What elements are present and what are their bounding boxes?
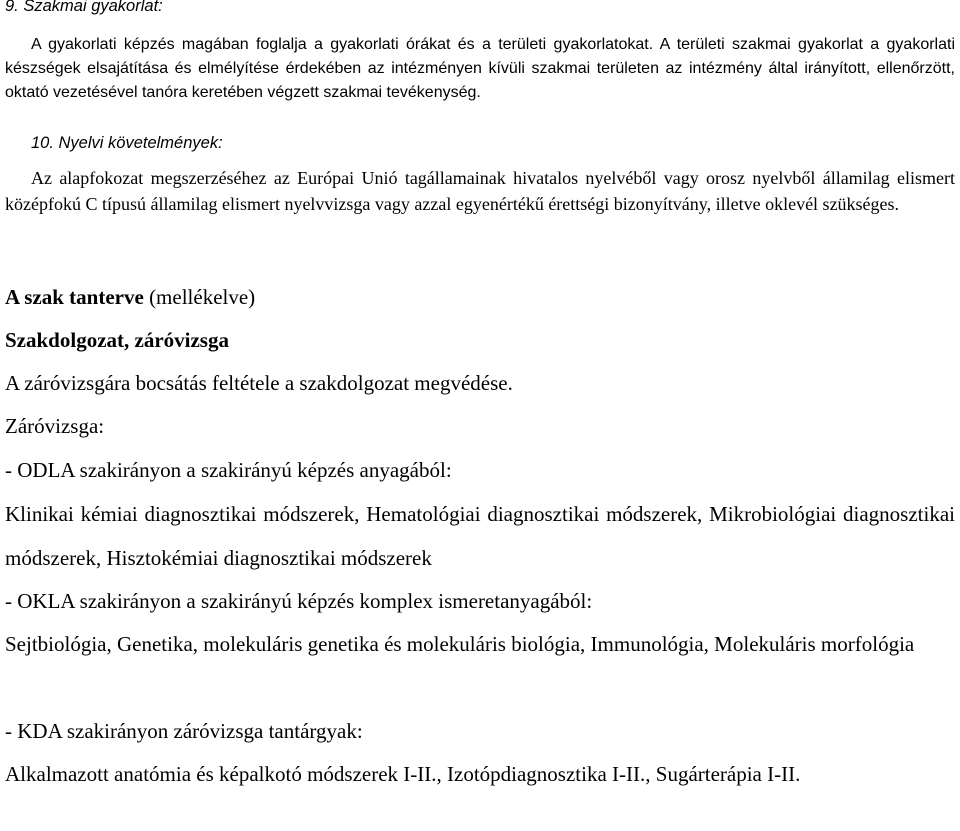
paragraph-nyelvi-kovetelmenyek: Az alapfokozat megszerzéséhez az Európai Unió tagállamainak hivatalos nyelvéből vagy orosz nyelvből államilag elismert középfokú C típusú államilag elismert nyelvvizsga vagy azzal egyenértékű érettségi bizonyítvány, illetve oklevél szükséges. (5, 168, 955, 214)
zarovizsga-condition: A záróvizsgára bocsátás feltétele a szakdolgozat megvédése. (5, 371, 513, 395)
paragraph-szakmai-gyakorlat: A gyakorlati képzés magában foglalja a gyakorlati órákat és a területi gyakorlatokat. A területi szakmai gyakorlat a gyakorlati készségek elsajátítása és elmélyítése érdekében az intézményen kívüli szakmai területen az intézmény által irányított, ellenőrzött, oktató vezetésével tanóra keretében végzett szakmai tevékenység. (5, 36, 955, 101)
szakdolgozat-heading: Szakdolgozat, záróvizsga (5, 328, 229, 352)
tanterv-line (5, 276, 955, 319)
odla-intro: - ODLA szakirányon a szakirányú képzés anyagából: (5, 458, 452, 482)
kda-subjects: Alkalmazott anatómia és képalkotó módszerek I-II., Izotópdiagnosztika I-II., Sugárterápia I-II. (5, 762, 801, 786)
okla-subjects: Sejtbiológia, Genetika, molekuláris genetika és molekuláris biológia, Immunológia, Molekuláris morfológia (5, 632, 915, 656)
section-heading-nyelvi-kovetelmenyek: 10. Nyelvi követelmények: (31, 134, 223, 152)
tanterv-bold: A szak tanterve (5, 285, 144, 309)
kda-intro: - KDA szakirányon záróvizsga tantárgyak: (5, 719, 363, 743)
tanterv-rest: (mellékelve) (143, 285, 256, 309)
okla-intro: - OKLA szakirányon a szakirányú képzés komplex ismeretanyagából: (5, 589, 593, 613)
zarovizsga-label: Záróvizsga: (5, 414, 105, 438)
odla-subjects: Klinikai kémiai diagnosztikai módszerek, Hematológiai diagnosztikai módszerek, Mikrobiológiai diagnosztikai módszerek, Hisztokémiai diagnosztikai módszerek (5, 502, 955, 570)
section-heading-szakmai-gyakorlat: 9. Szakmai gyakorlat: (5, 0, 163, 15)
